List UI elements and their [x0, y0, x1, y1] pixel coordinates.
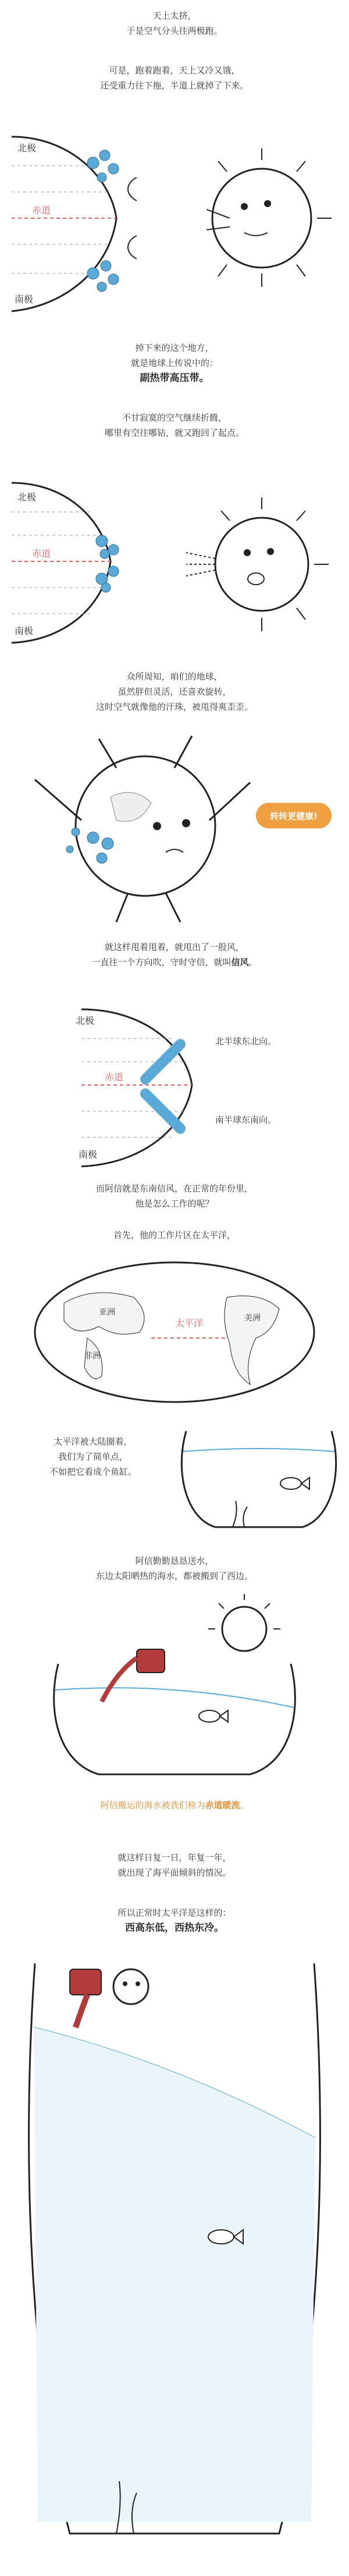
subtropical-high-term: 副热带高压带。: [140, 372, 209, 384]
north-pole-label: 北极: [17, 492, 37, 503]
asia-label: 亚洲: [99, 1308, 115, 1317]
text-line: [0, 1798, 349, 1813]
southern-se-label: 南半球东南向。: [215, 1115, 277, 1125]
text-line: 首先，他的工作片区在太平洋，: [113, 1230, 236, 1240]
warm-current-paragraph: [0, 1798, 349, 1813]
text-fragment: 一直往一个方向吹，守时守信，就叫: [91, 957, 232, 967]
sea-level-tilt-illustration: [0, 1946, 349, 2563]
text-line: 我们为了简单点，: [58, 1451, 128, 1462]
text-line: 就是地球上传说中的：: [130, 358, 218, 368]
north-pole-label: 北极: [17, 143, 37, 154]
trade-wind-term: 信风: [231, 957, 249, 967]
text-line: 他是怎么工作的呢？: [135, 1198, 214, 1209]
text-line: 不如把它看成个鱼缸。: [49, 1467, 137, 1477]
trade-wind-direction-illustration: [0, 998, 349, 1172]
south-pole-label: 南极: [79, 1149, 98, 1160]
air-return-illustration: [0, 465, 349, 657]
water-carrying-illustration: [0, 1594, 349, 1786]
intro-paragraph: [0, 8, 349, 38]
fall-paragraph: [0, 63, 349, 93]
text-fragment: 。: [248, 957, 258, 967]
text-line: 而阿信就是东南信风，在正常的年份里，: [95, 1183, 253, 1194]
rotation-paragraph: [0, 669, 349, 714]
spinning-earth-illustration: [0, 727, 349, 928]
healthy-spin-sign: 转转更健康!: [270, 811, 318, 821]
equator-label: 赤道: [32, 205, 51, 216]
text-line: 可是，跑着跑着，天上又冷又饿，: [109, 65, 240, 76]
text-line: 就这样日复一日，年复一年，: [117, 1852, 232, 1863]
text-line: 所以正常时太平洋是这样的：: [117, 1908, 232, 1918]
south-pole-label: 南极: [15, 294, 34, 305]
text-fragment: 阿信搬运的海水被我们称为: [100, 1800, 205, 1810]
subtropical-paragraph: [0, 340, 349, 386]
south-pole-label: 南极: [15, 625, 34, 636]
how-it-works-paragraph: [0, 1181, 349, 1211]
water-transport-paragraph: [0, 1553, 349, 1584]
text-line: 不甘寂寞的空气继续折腾，: [122, 412, 227, 423]
africa-label: 非洲: [84, 1351, 101, 1361]
text-line: 这时空气就像他的汗珠，被甩得爽歪歪。: [95, 702, 253, 712]
pacific-label: 太平洋: [174, 1318, 204, 1329]
equator-label: 赤道: [32, 548, 51, 559]
warm-current-term: 赤道暖流: [205, 1800, 240, 1810]
pacific-intro-paragraph: [0, 1227, 349, 1243]
text-line: [0, 955, 349, 970]
equator-label: 赤道: [105, 1072, 124, 1083]
text-line: 天上太挤，: [152, 10, 197, 21]
northern-ne-label: 北半球东北向。: [215, 1036, 277, 1047]
world-map-illustration: [0, 1251, 349, 1414]
text-line: 就出现了海平面倾斜的情况。: [117, 1867, 232, 1878]
america-label: 美洲: [244, 1314, 261, 1323]
trade-wind-paragraph: [0, 940, 349, 970]
text-line: 东边太阳晒热的海水，都被搬到了西边。: [95, 1571, 253, 1581]
text-line: 还受重力往下拖，半道上就掉了下来。: [100, 80, 249, 91]
return-paragraph: [0, 410, 349, 440]
text-line: 掉下来的这个地方，: [135, 343, 214, 353]
text-line: 于是空气分头往两极跑。: [126, 26, 223, 36]
text-line: 虽然胖但灵活，还喜欢旋转，: [117, 686, 232, 697]
text-line: 哪里有空往哪钻，就又跑回了起点。: [104, 428, 244, 438]
text-line: 就这样甩着甩着，就甩出了一股风，: [104, 942, 244, 952]
normal-pacific-paragraph: [0, 1905, 349, 1935]
text-fragment: 。: [240, 1800, 249, 1810]
text-line: 众所周知，咱们的地球，: [126, 671, 223, 682]
west-high-east-low-term: 西高东低，西热东冷。: [125, 1922, 224, 1934]
north-pole-label: 北极: [76, 1015, 95, 1026]
text-line: 阿信勤勤恳恳送水，: [135, 1556, 214, 1566]
fishbowl-illustration: [174, 1419, 343, 1536]
fishbowl-paragraph: [17, 1434, 169, 1479]
text-line: 太平洋被大陆圈着，: [54, 1436, 133, 1447]
sea-level-paragraph: [0, 1850, 349, 1880]
subtropical-high-illustration: [0, 113, 349, 329]
